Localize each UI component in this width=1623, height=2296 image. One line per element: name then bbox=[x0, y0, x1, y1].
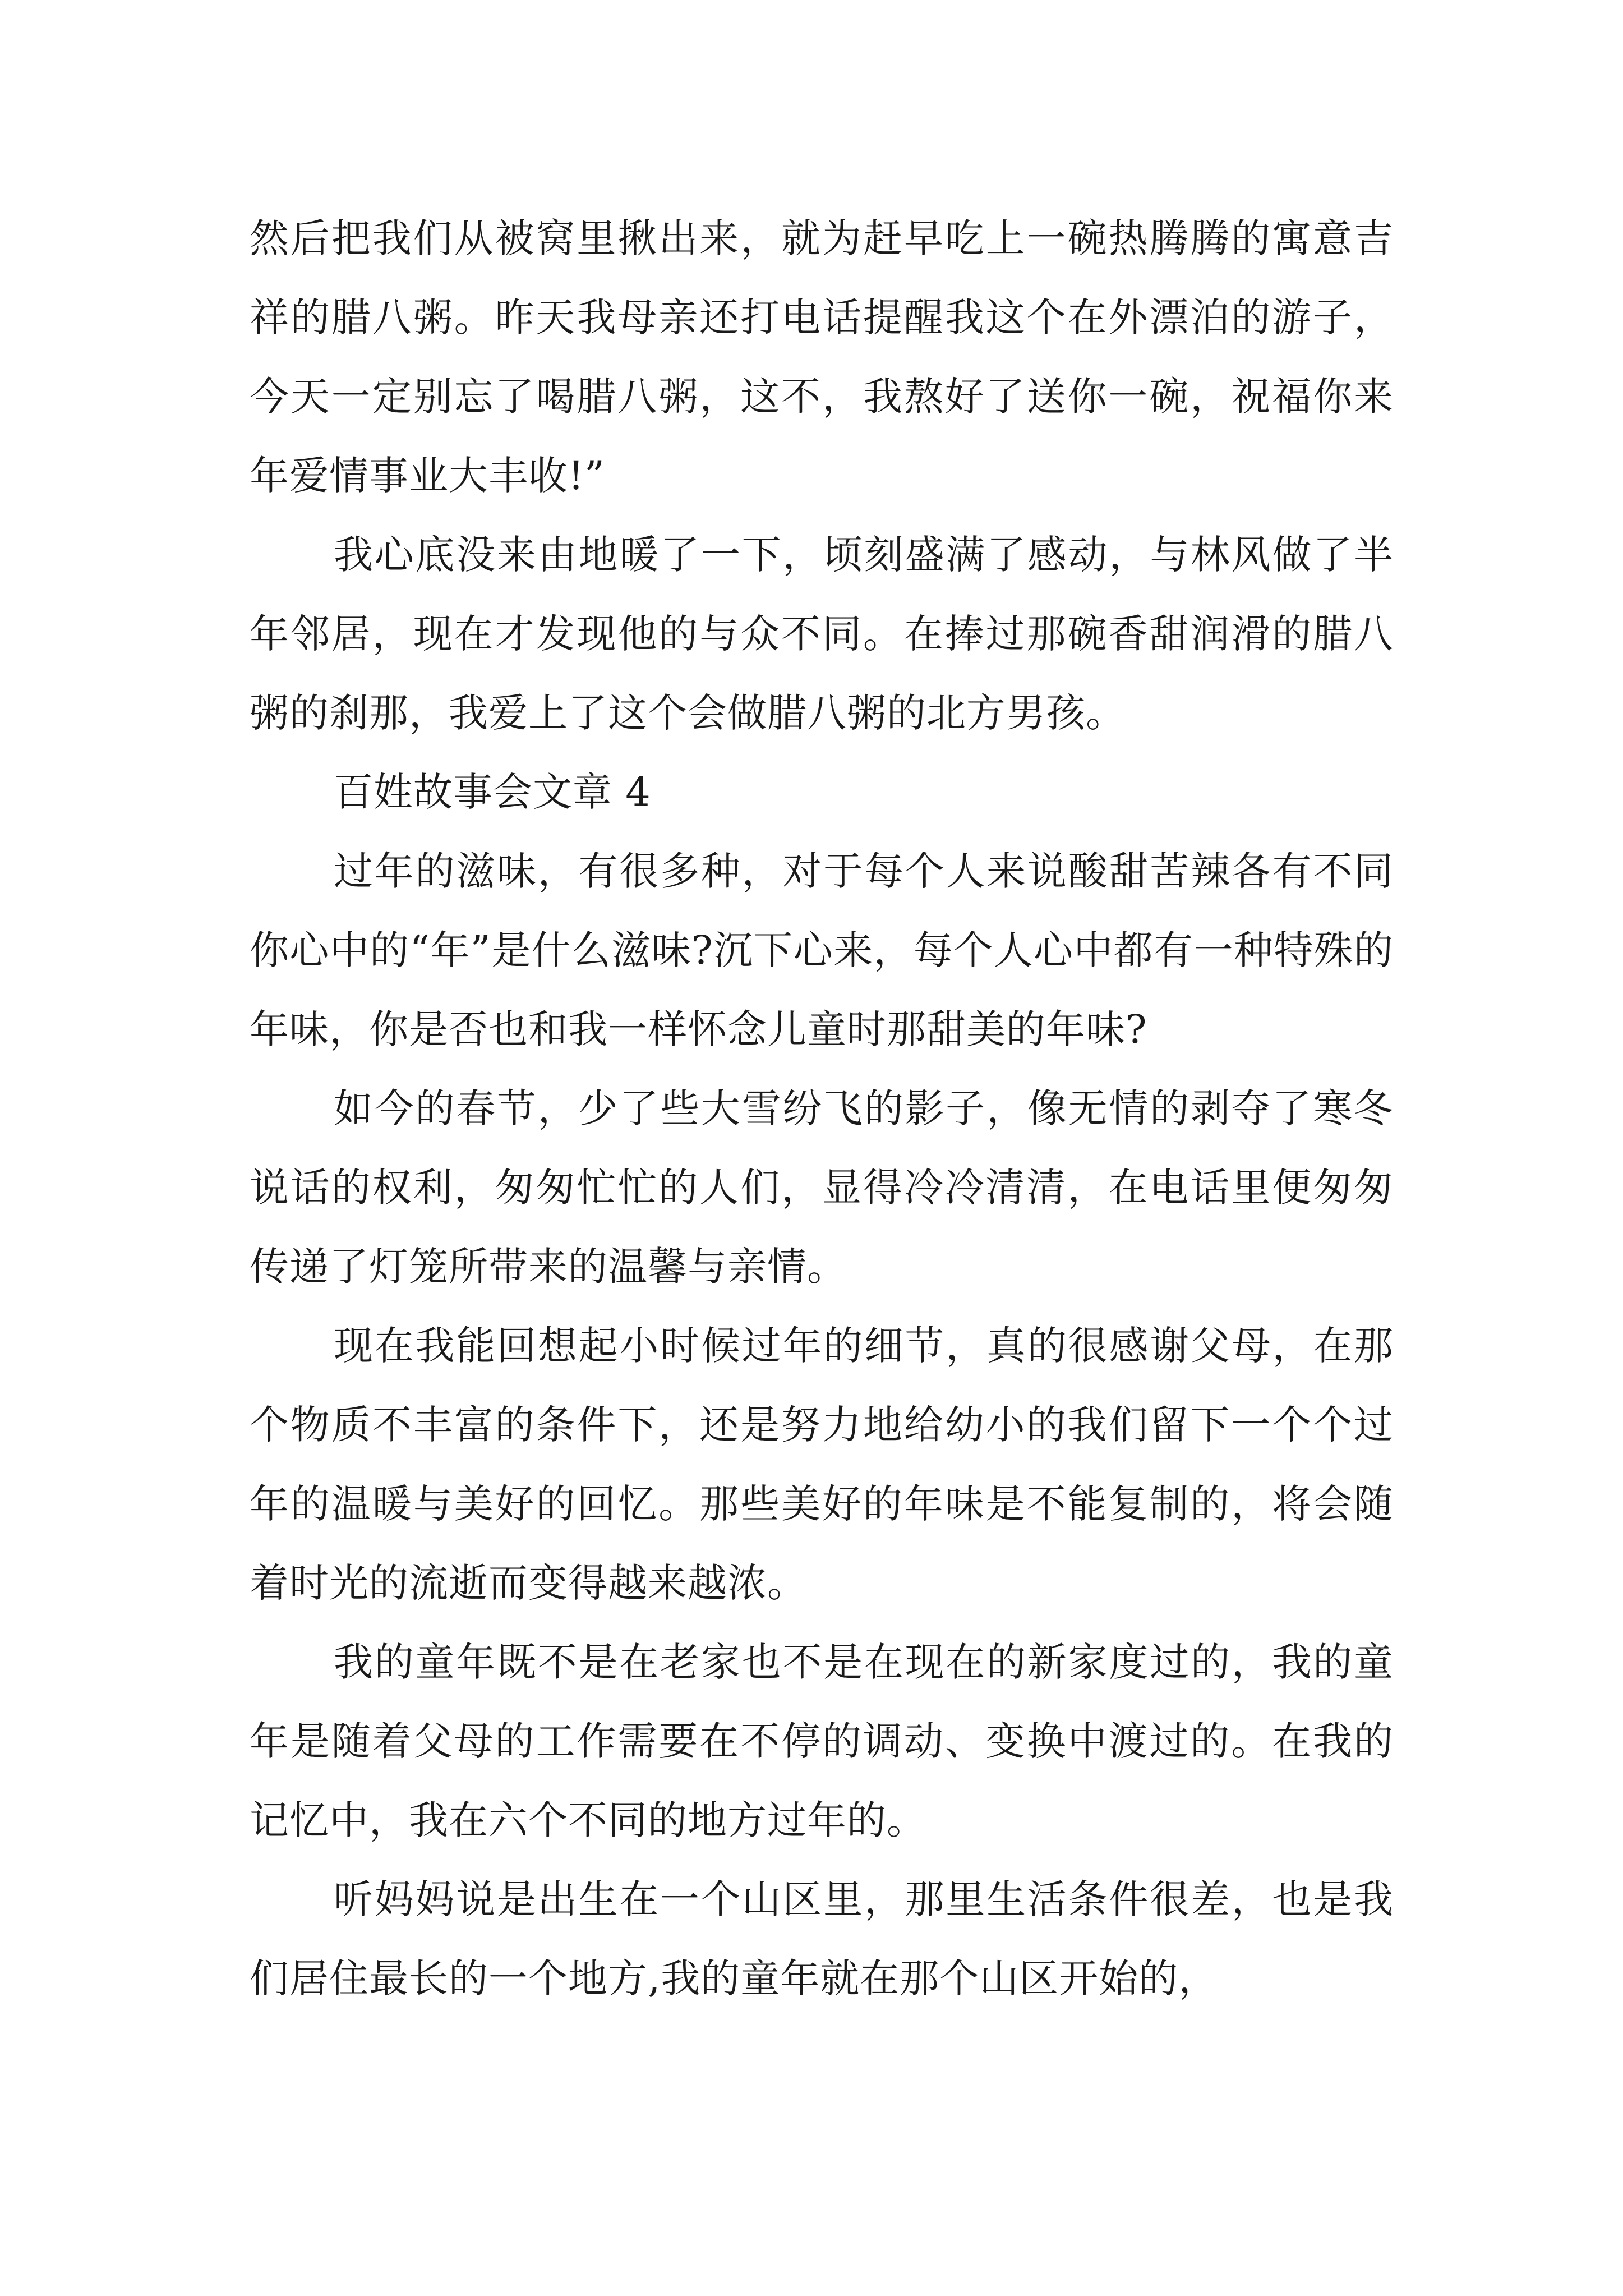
paragraph: 听妈妈说是出生在一个山区里，那里生活条件很差，也是我们居住最长的一个地方,我的童年就在那个山区开始的， bbox=[250, 1876, 1394, 2001]
section-heading: 百姓故事会文章 4 bbox=[334, 769, 651, 815]
paragraph: 现在我能回想起小时候过年的细节，真的很感谢父母，在那个物质不丰富的条件下，还是努力地给幼小的我们留下一个个过年的温暖与美好的回忆。那些美好的年味是不能复制的，将会随着时光的流逝而变得越来越浓。 bbox=[250, 1323, 1394, 1606]
paragraph: 过年的滋味，有很多种，对于每个人来说酸甜苦辣各有不同你心中的“年”是什么滋味?沉下心来，每个人心中都有一种特殊的年味，你是否也和我一样怀念儿童时那甜美的年味? bbox=[250, 848, 1394, 1052]
paragraph: 我心底没来由地暖了一下，顷刻盛满了感动，与林风做了半年邻居，现在才发现他的与众不同。在捧过那碗香甜润滑的腊八粥的刹那，我爱上了这个会做腊八粥的北方男孩。 bbox=[250, 532, 1394, 736]
paragraph: 我的童年既不是在老家也不是在现在的新家度过的，我的童年是随着父母的工作需要在不停的调动、变换中渡过的。在我的记忆中，我在六个不同的地方过年的。 bbox=[250, 1639, 1394, 1843]
document-body bbox=[250, 199, 1394, 2018]
paragraph: 如今的春节，少了些大雪纷飞的影子，像无情的剥夺了寒冬说话的权利，匆匆忙忙的人们，显得冷冷清清，在电话里便匆匆传递了灯笼所带来的温馨与亲情。 bbox=[250, 1085, 1394, 1290]
paragraph-continuation: 然后把我们从被窝里揪出来，就为赶早吃上一碗热腾腾的寓意吉祥的腊八粥。昨天我母亲还打电话提醒我这个在外漂泊的游子，今天一定别忘了喝腊八粥，这不，我熬好了送你一碗，祝福你来年爱情事业大丰收!” bbox=[250, 215, 1394, 499]
